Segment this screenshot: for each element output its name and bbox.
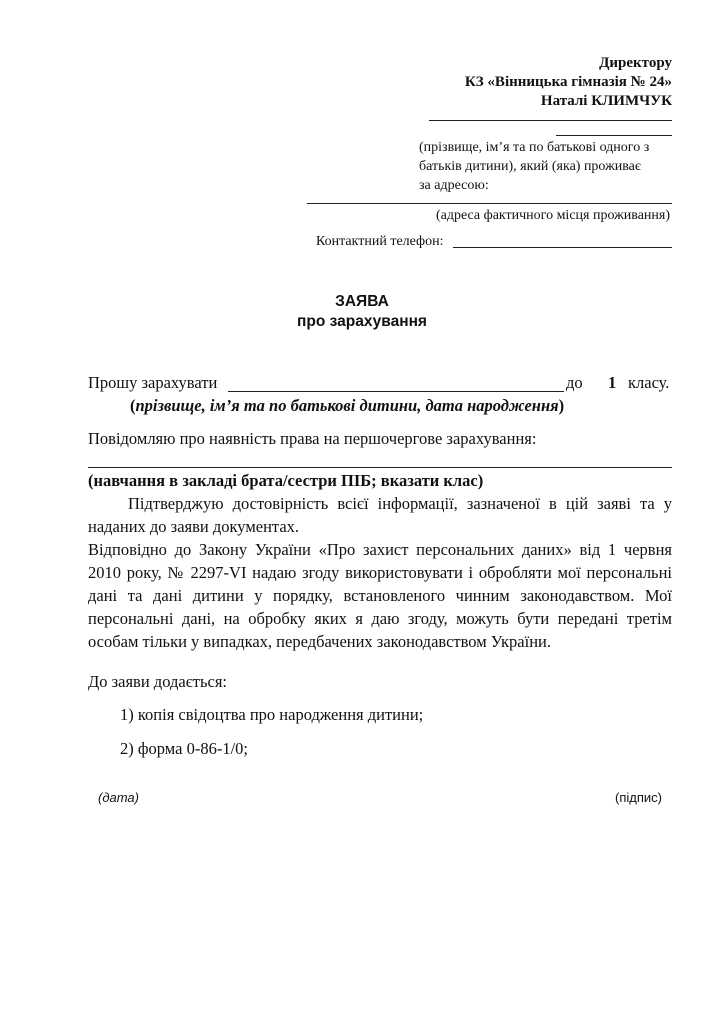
attachment-item: 2) форма 0-86-1/0; [120,739,248,758]
applicant-name-line-1[interactable] [429,120,672,121]
addressee-title: Директору [599,55,672,71]
applicant-name-line-2[interactable] [556,135,672,136]
request-prefix: Прошу зарахувати [88,373,218,392]
confirmation-paragraph: Підтверджую достовірність всієї інформації, зазначеної в цій заяві та у наданих до заяви документах. [88,494,672,536]
grade-number: 1 [608,373,617,392]
phone-label: Контактний телефон: [316,234,444,249]
address-hint: (адреса фактичного місця проживання) [435,208,670,223]
date-label: (дата) [98,790,139,805]
attachment-item: 1) копія свідоцтва про народження дитини; [120,705,424,724]
request-to: до [566,373,583,392]
priority-text: Повідомляю про наявність права на першочергове зарахування: [88,429,537,448]
attachments-label: До заяви додається: [88,672,228,691]
phone-input-line[interactable] [453,247,672,248]
signature-label: (підпис) [615,790,662,805]
hint-line: (прізвище, ім’я та по батькові одного з [419,140,650,155]
hint-line: за адресою: [419,178,489,193]
address-line[interactable] [307,203,672,204]
addressee-block [465,54,672,111]
document-title: ЗАЯВА [335,293,389,310]
applicant-name-hint [419,138,679,195]
hint-line: батьків дитини), який (яка) проживає [419,159,641,174]
priority-input-line[interactable] [88,467,672,468]
document-subtitle: про зарахування [297,313,427,330]
child-hint [130,394,564,417]
priority-hint: (навчання в закладі брата/сестри ПІБ; вказати клас) [88,471,484,490]
addressee-name: Наталі КЛИМЧУК [540,93,672,109]
request-suffix: класу. [628,373,670,392]
addressee-school: КЗ «Вінницька гімназія № 24» [464,74,672,90]
paren-open: ( [130,396,136,415]
child-hint-text: прізвище, ім’я та по батькові дитини, дата народження [135,396,559,415]
child-name-input-line[interactable] [228,391,564,392]
paren-close: ) [558,396,565,415]
consent-paragraph: Відповідно до Закону України «Про захист персональних даних» від 1 червня 2010 року, № 2297-VI надаю згоду використовувати і обробляти мої персональні дані та дані дитини у порядку, встановленого чинним законодавством. Мої персональні дані, на обробку яких я даю згоду, можуть бути передані третім особам тільки у випадках, передбачених законодавством України. [88,540,672,651]
